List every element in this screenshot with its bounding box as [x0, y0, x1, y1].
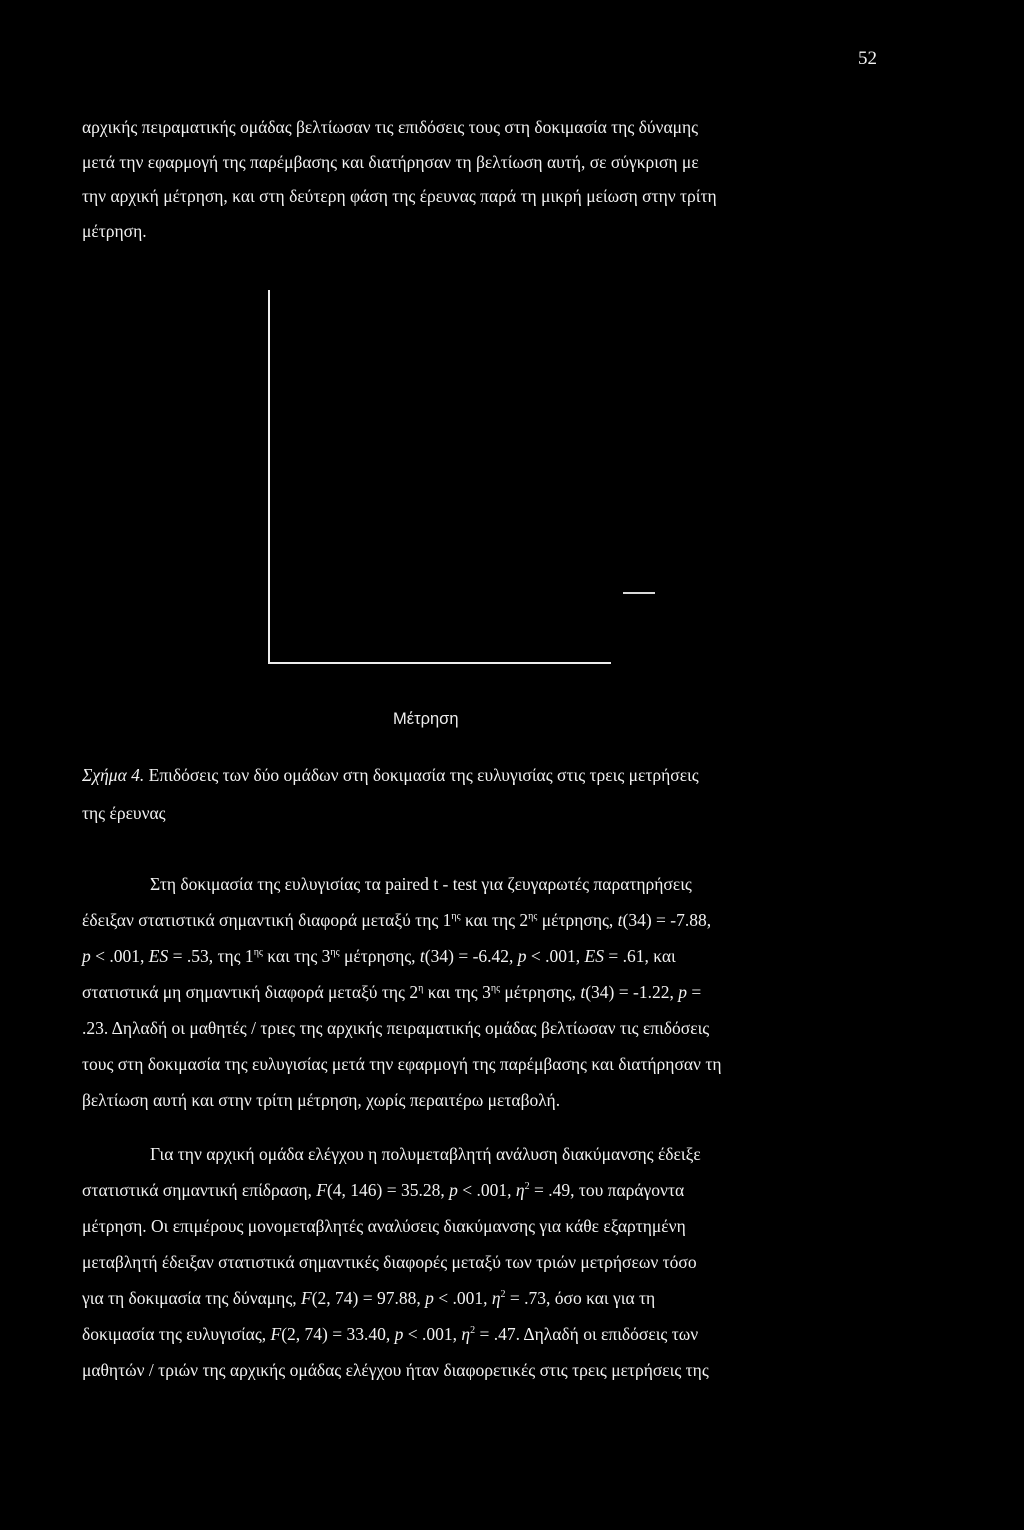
- chart-legend-line-icon: [623, 592, 655, 594]
- text-line: δοκιμασία της ευλυγισίας, F(2, 74) = 33.40, p < .001, $\eta^2 = .47$. Δηλαδή οι επιδόσεις των: [82, 1324, 699, 1344]
- text-line: τους στη δοκιμασία της ευλυγισίας μετά την εφαρμογή της παρέμβασης και διατήρησαν τη: [82, 1054, 722, 1074]
- page-number: 52: [858, 48, 877, 69]
- paragraph-strength-summary: [82, 110, 882, 248]
- text-line: την αρχική μέτρηση, και στη δεύτερη φάση της έρευνας παρά τη μικρή μείωση στην τρίτη: [82, 186, 717, 206]
- text-line: μαθητών / τριών της αρχικής ομάδας ελέγχου ήταν διαφορετικές στις τρεις μετρήσεις της: [82, 1360, 709, 1380]
- text-line: μεταβλητή έδειξαν στατιστικά σημαντικές διαφορές μεταξύ των τριών μετρήσεων τόσο: [82, 1252, 697, 1272]
- text-line: βελτίωση αυτή και στην τρίτη μέτρηση, χωρίς περαιτέρω μεταβολή.: [82, 1090, 561, 1110]
- figure-label: Σχήμα 4.: [82, 765, 145, 785]
- text-line: στατιστικά σημαντική επίδραση, F(4, 146) = 35.28, p < .001, $\eta^2 = .49$, του παράγοντα: [82, 1180, 685, 1200]
- paragraph-control-group: [82, 1136, 882, 1388]
- text-line: μετά την εφαρμογή της παρέμβασης και διατήρησαν τη βελτίωση αυτή, σε σύγκριση με: [82, 151, 699, 172]
- text-line: μέτρηση. Οι επιμέρους μονομεταβλητές αναλύσεις διακύμανσης για κάθε εξαρτημένη: [82, 1216, 686, 1236]
- text-line: Στη δοκιμασία της ευλυγισίας τα paired t - test για ζευγαρωτές παρατηρήσεις: [150, 874, 692, 894]
- chart-x-axis: [268, 662, 611, 664]
- chart-x-axis-label: Μέτρηση: [393, 710, 459, 728]
- chart-y-axis: [268, 290, 270, 664]
- text-line: μέτρηση.: [82, 220, 147, 241]
- text-line: για τη δοκιμασία της δύναμης, F(2, 74) = 97.88, p < .001, $\eta^2 = .73$, όσο και για τη: [82, 1288, 656, 1308]
- caption-text-continued: της έρευνας: [82, 803, 166, 823]
- figure-caption: [82, 756, 882, 832]
- text-line: .23. Δηλαδή οι μαθητές / τριες της αρχικής πειραματικής ομάδας βελτίωσαν τις επιδόσεις: [82, 1018, 710, 1038]
- caption-text: Επιδόσεις των δύο ομάδων στη δοκιμασία της ευλυγισίας στις τρεις μετρήσεις: [148, 765, 699, 785]
- text-line: Για την αρχική ομάδα ελέγχου η πολυμεταβλητή ανάλυση διακύμανσης έδειξε: [150, 1144, 701, 1164]
- text-line: αρχικής πειραματικής ομάδας βελτίωσαν τις επιδόσεις τους στη δοκιμασία της δύναμης: [82, 117, 699, 137]
- text-line: στατιστικά μη σημαντική διαφορά μεταξύ της $2^\eta$ και της $3^{\eta\varsigma}$ μέτρησης, t(34) = -1.22, p =: [82, 982, 702, 1002]
- paragraph-flexibility-ttests: [82, 866, 882, 1118]
- text-line: έδειξαν στατιστικά σημαντική διαφορά μεταξύ της $1^{\eta\varsigma}$ και της $2^{\eta\varsigma}$ μέτρησης, t(34) = -7.88,: [82, 910, 712, 930]
- text-line: p < .001, ES = .53, της $1^{\eta\varsigma}$ και της $3^{\eta\varsigma}$ μέτρησης, t(34) = -6.42, p < .001, ES = .61, και: [82, 946, 676, 966]
